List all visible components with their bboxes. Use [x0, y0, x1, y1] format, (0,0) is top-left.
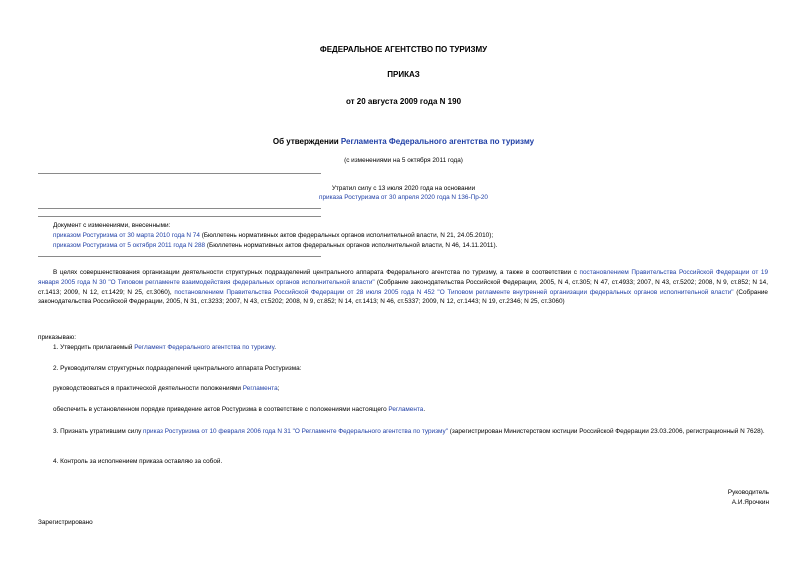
- repeal-link[interactable]: приказа Ростуризма от 30 апреля 2020 года N 136-Пр-20: [319, 194, 488, 201]
- regulation-link[interactable]: Регламент Федерального агентства по туризму: [134, 344, 275, 351]
- amendment-note: (с изменениями на 5 октября 2011 года): [344, 157, 463, 164]
- signature-name: А.И.Ярочкин: [731, 499, 769, 506]
- title-prefix: Об утверждении: [272, 137, 341, 146]
- order-31-link[interactable]: приказ Ростуризма от 10 февраля 2006 года N 31 "О Регламенте Федерального агентства по туризму": [143, 428, 448, 435]
- order-item-4: 4. Контроль за исполнением приказа оставляю за собой.: [53, 458, 223, 465]
- order-item-2: 2. Руководителям структурных подразделений центрального аппарата Ростуризма:: [53, 365, 302, 372]
- order-item-2a: [53, 385, 279, 394]
- document-title: [0, 137, 807, 146]
- repeal-line: Утратил силу с 13 июля 2020 года на основании: [331, 185, 476, 192]
- preamble-text: В целях совершенствования организации деятельности структурных подразделений центрального аппарата Федерального агентства по туризму, а также в соответствии с: [53, 269, 580, 276]
- change-item-1: [53, 232, 493, 241]
- decree-30-link[interactable]: постановлением Правительства Российской Федерации от 19 января 2005 года N 30 "О Типовом регламенте взаимодействия федеральных органов исполнительной власти": [38, 269, 769, 286]
- date-number-heading: от 20 августа 2009 года N 190: [345, 97, 462, 106]
- change-item-2-text: (Бюллетень нормативных актов федеральных органов исполнительной власти, N 46, 14.11.2011).: [205, 242, 498, 249]
- agency-heading: ФЕДЕРАЛЬНОЕ АГЕНТСТВО ПО ТУРИЗМУ: [319, 45, 488, 54]
- separator-line: [38, 216, 321, 217]
- change-item-2-link[interactable]: приказом Ростуризма от 5 октября 2011 года N 288: [53, 242, 206, 249]
- preamble-text: (Собрание законодательства Российской Федерации, 2005, N 4, ст.305; N 47, ст.4933; 2007, N 43, ст.5202; 2008, N 9, ст.852; N 14, ст.1413; 2009, N 12, ст.1429; N 25, ст.3060),: [38, 278, 768, 296]
- preamble-paragraph: [38, 268, 768, 307]
- doc-type-heading: ПРИКАЗ: [387, 70, 420, 79]
- order-word: приказываю:: [38, 334, 76, 341]
- item-3-end: (зарегистрирован Министерством юстиции Российской Федерации 23.03.2006, регистрационный N 7628).: [447, 428, 765, 435]
- item-2b-text: обеспечить в установленном порядке приведение актов Ростуризма в соответствие с положениями настоящего: [53, 406, 389, 413]
- item-2a-end: ;: [277, 385, 280, 392]
- change-item-1-text: (Бюллетень нормативных актов федеральных органов исполнительной власти, N 21, 24.05.2010);: [199, 232, 494, 239]
- separator-line: [38, 256, 321, 257]
- order-item-3: [38, 427, 768, 437]
- change-item-2: [53, 242, 497, 251]
- regulation-link[interactable]: Регламента: [388, 406, 424, 413]
- preamble-text: (Собрание законодательства Российской Федерации, 2005, N 31, ст.3233; 2007, N 43, ст.5202; 2008, N 9, ст.852; N 14, ст.1413; N 46, ст.5337; 2009, N 12, ст.1443; N 19, ст.2346; N 25, ст.3060): [38, 288, 768, 306]
- decree-452-link[interactable]: постановлением Правительства Российской Федерации от 28 июля 2005 года N 452 "О Типовом регламенте внутренней организации федеральных органов исполнительной власти": [174, 288, 734, 296]
- item-2b-end: .: [423, 406, 426, 413]
- item-1-end: .: [274, 344, 276, 351]
- order-item-1: [53, 344, 276, 353]
- title-regulation-link[interactable]: Регламента Федерального агентства по туризму: [340, 137, 535, 146]
- changes-intro: Документ с изменениями, внесенными:: [53, 222, 171, 229]
- order-item-2b: [53, 406, 425, 415]
- change-item-1-link[interactable]: приказом Ростуризма от 30 марта 2010 года N 74: [53, 232, 200, 239]
- signature-position: Руководитель: [727, 489, 769, 496]
- item-2a-text: руководствоваться в практической деятельности положениями: [53, 385, 243, 392]
- separator-line: [38, 173, 321, 174]
- item-1-text: 1. Утвердить прилагаемый: [53, 344, 135, 351]
- regulation-link[interactable]: Регламента: [242, 385, 278, 392]
- registered-note: Зарегистрировано: [38, 519, 93, 526]
- separator-line: [38, 208, 321, 209]
- item-3-text: 3. Признать утратившим силу: [53, 428, 144, 435]
